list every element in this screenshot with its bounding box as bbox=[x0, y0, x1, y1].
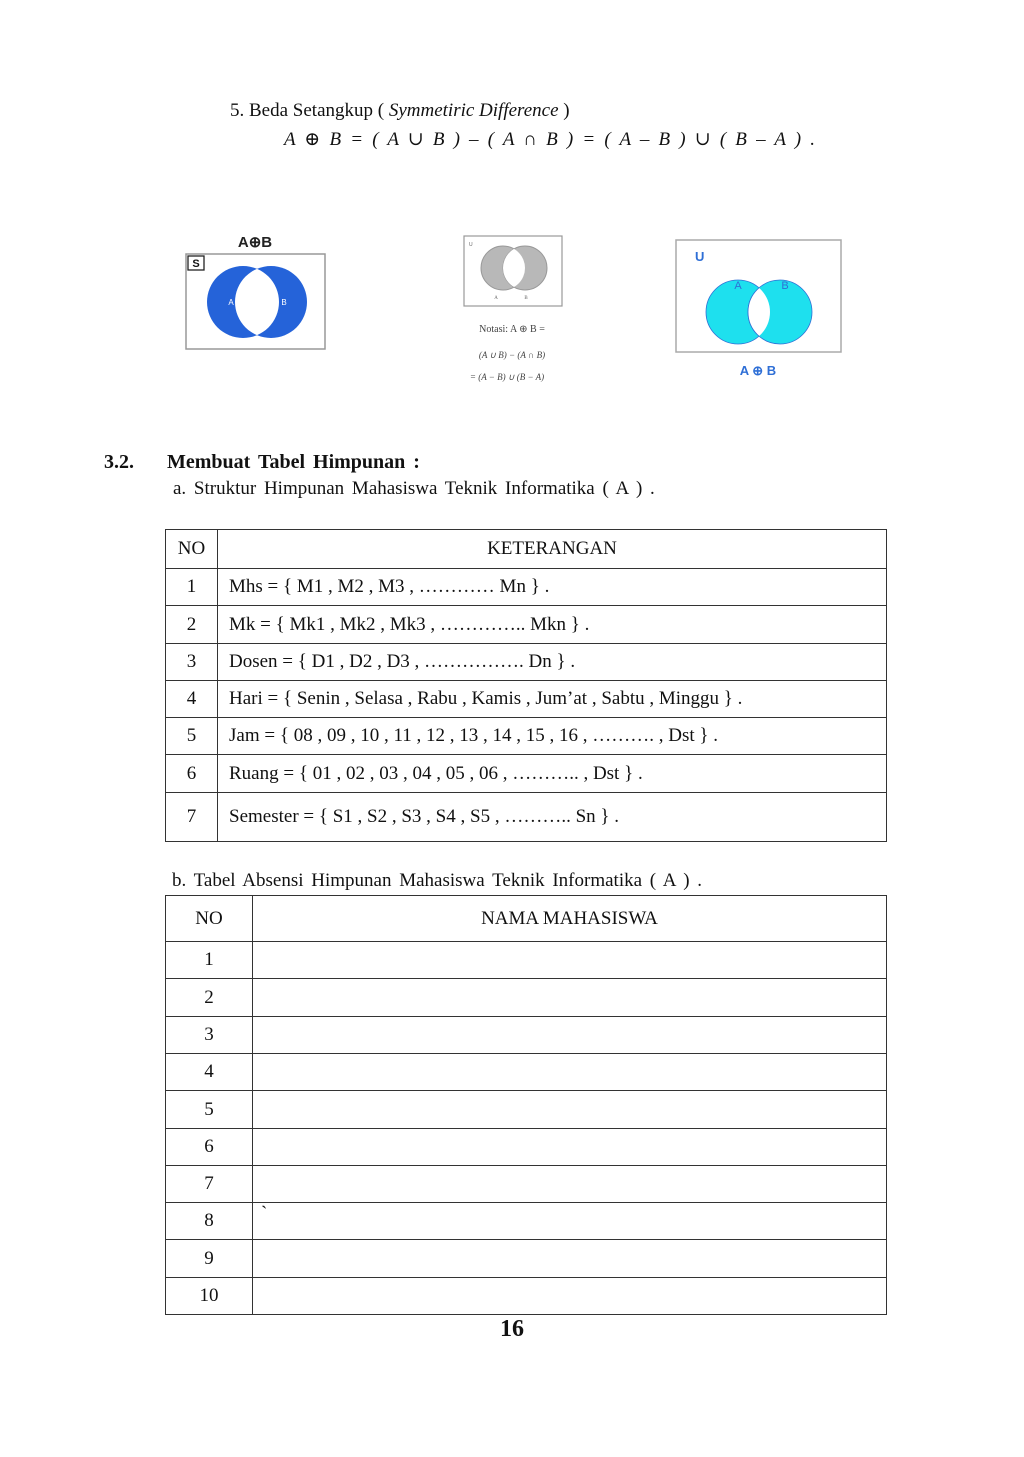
row-nama bbox=[253, 1017, 887, 1054]
row-keterangan: Dosen = { D1 , D2 , D3 , ……………. Dn } . bbox=[218, 644, 887, 681]
row-nama bbox=[253, 1054, 887, 1091]
table-row bbox=[166, 979, 887, 1017]
table-row bbox=[166, 681, 887, 718]
venn1-label-a: A bbox=[228, 298, 234, 307]
item5-title-prefix: 5. Beda Setangkup ( bbox=[230, 100, 389, 121]
row-no: 2 bbox=[166, 979, 253, 1017]
table-row bbox=[166, 1129, 887, 1166]
row-keterangan: Ruang = { 01 , 02 , 03 , 04 , 05 , 06 , ……….. , Dst } . bbox=[218, 755, 887, 793]
row-no: 4 bbox=[166, 1054, 253, 1091]
table-row bbox=[166, 644, 887, 681]
item5-title-suffix: ) bbox=[558, 100, 570, 121]
row-no: 3 bbox=[166, 644, 218, 681]
table-row bbox=[166, 569, 887, 606]
venn2-notation-line1: Notasi: A ⊕ B = bbox=[479, 324, 545, 335]
item5-title bbox=[230, 100, 570, 122]
row-keterangan: Mhs = { M1 , M2 , M3 , ………… Mn } . bbox=[218, 569, 887, 606]
row-no: 6 bbox=[166, 1129, 253, 1166]
row-no: 4 bbox=[166, 681, 218, 718]
row-keterangan: Jam = { 08 , 09 , 10 , 11 , 12 , 13 , 14 , 15 , 16 , ………. , Dst } . bbox=[218, 718, 887, 755]
attendance-table bbox=[165, 895, 887, 1315]
set-structure-table bbox=[165, 529, 887, 842]
row-no: 8 bbox=[166, 1203, 253, 1240]
table-b-header-no: NO bbox=[166, 896, 253, 942]
table-a-header-keterangan: KETERANGAN bbox=[218, 530, 887, 569]
table-row bbox=[166, 718, 887, 755]
row-no: 7 bbox=[166, 1166, 253, 1203]
page-number: 16 bbox=[500, 1316, 524, 1342]
table-row bbox=[166, 1017, 887, 1054]
venn-diagram-2 bbox=[450, 232, 575, 390]
row-nama bbox=[253, 1091, 887, 1129]
table-row bbox=[166, 1240, 887, 1278]
row-nama bbox=[253, 942, 887, 979]
table-b-header-nama: NAMA MAHASISWA bbox=[253, 896, 887, 942]
row-no: 5 bbox=[166, 718, 218, 755]
row-no: 6 bbox=[166, 755, 218, 793]
table-b-header-row bbox=[166, 896, 887, 942]
row-nama bbox=[253, 1129, 887, 1166]
table-a-header-row bbox=[166, 530, 887, 569]
row-no: 5 bbox=[166, 1091, 253, 1129]
venn3-label-b: B bbox=[781, 280, 789, 292]
venn3-universe-label: U bbox=[695, 249, 705, 264]
table-a-header-no: NO bbox=[166, 530, 218, 569]
section-title: Membuat Tabel Himpunan : bbox=[167, 451, 420, 473]
table-row bbox=[166, 755, 887, 793]
venn3-caption: A ⊕ B bbox=[739, 363, 777, 378]
row-no: 1 bbox=[166, 942, 253, 979]
row-no: 2 bbox=[166, 606, 218, 644]
section-number: 3.2. bbox=[104, 451, 134, 473]
venn2-universe-label: U bbox=[469, 242, 473, 248]
row-nama: ` bbox=[253, 1203, 887, 1240]
row-nama bbox=[253, 1278, 887, 1315]
venn1-universe-label: S bbox=[192, 258, 200, 270]
row-nama bbox=[253, 1166, 887, 1203]
venn2-notation-line2: (A ∪ B) − (A ∩ B) bbox=[478, 350, 546, 360]
venn3-label-a: A bbox=[734, 280, 742, 292]
row-no: 9 bbox=[166, 1240, 253, 1278]
row-keterangan: Hari = { Senin , Selasa , Rabu , Kamis , Jum’at , Sabtu , Minggu } . bbox=[218, 681, 887, 718]
table-row bbox=[166, 1054, 887, 1091]
venn2-label-b: B bbox=[524, 296, 528, 301]
venn-diagram-3 bbox=[670, 232, 855, 382]
table-row bbox=[166, 1166, 887, 1203]
subsection-a-title: a. Struktur Himpunan Mahasiswa Teknik Informatika ( A ) . bbox=[173, 478, 655, 499]
venn2-notation-line3: = (A − B) ∪ (B − A) bbox=[469, 372, 545, 382]
row-no: 3 bbox=[166, 1017, 253, 1054]
table-row bbox=[166, 1278, 887, 1315]
venn-diagram-1 bbox=[180, 230, 330, 355]
row-nama bbox=[253, 1240, 887, 1278]
item5-formula: A ⊕ B = ( A ∪ B ) – ( A ∩ B ) = ( A – B ) ∪ ( B – A ) . bbox=[284, 129, 818, 150]
row-keterangan: Mk = { Mk1 , Mk2 , Mk3 , ………….. Mkn } . bbox=[218, 606, 887, 644]
table-row bbox=[166, 942, 887, 979]
row-no: 7 bbox=[166, 793, 218, 842]
venn2-label-a: A bbox=[494, 296, 498, 301]
row-no: 1 bbox=[166, 569, 218, 606]
table-row bbox=[166, 606, 887, 644]
subsection-b-title: b. Tabel Absensi Himpunan Mahasiswa Teknik Informatika ( A ) . bbox=[172, 870, 703, 891]
venn1-label-b: B bbox=[281, 298, 287, 307]
venn1-title: A⊕B bbox=[237, 234, 273, 251]
row-keterangan: Semester = { S1 , S2 , S3 , S4 , S5 , ……….. Sn } . bbox=[218, 793, 887, 842]
table-row bbox=[166, 1203, 887, 1240]
table-row bbox=[166, 793, 887, 842]
row-no: 10 bbox=[166, 1278, 253, 1315]
table-row bbox=[166, 1091, 887, 1129]
item5-title-italic: Symmetiric Difference bbox=[388, 100, 559, 121]
row-nama bbox=[253, 979, 887, 1017]
